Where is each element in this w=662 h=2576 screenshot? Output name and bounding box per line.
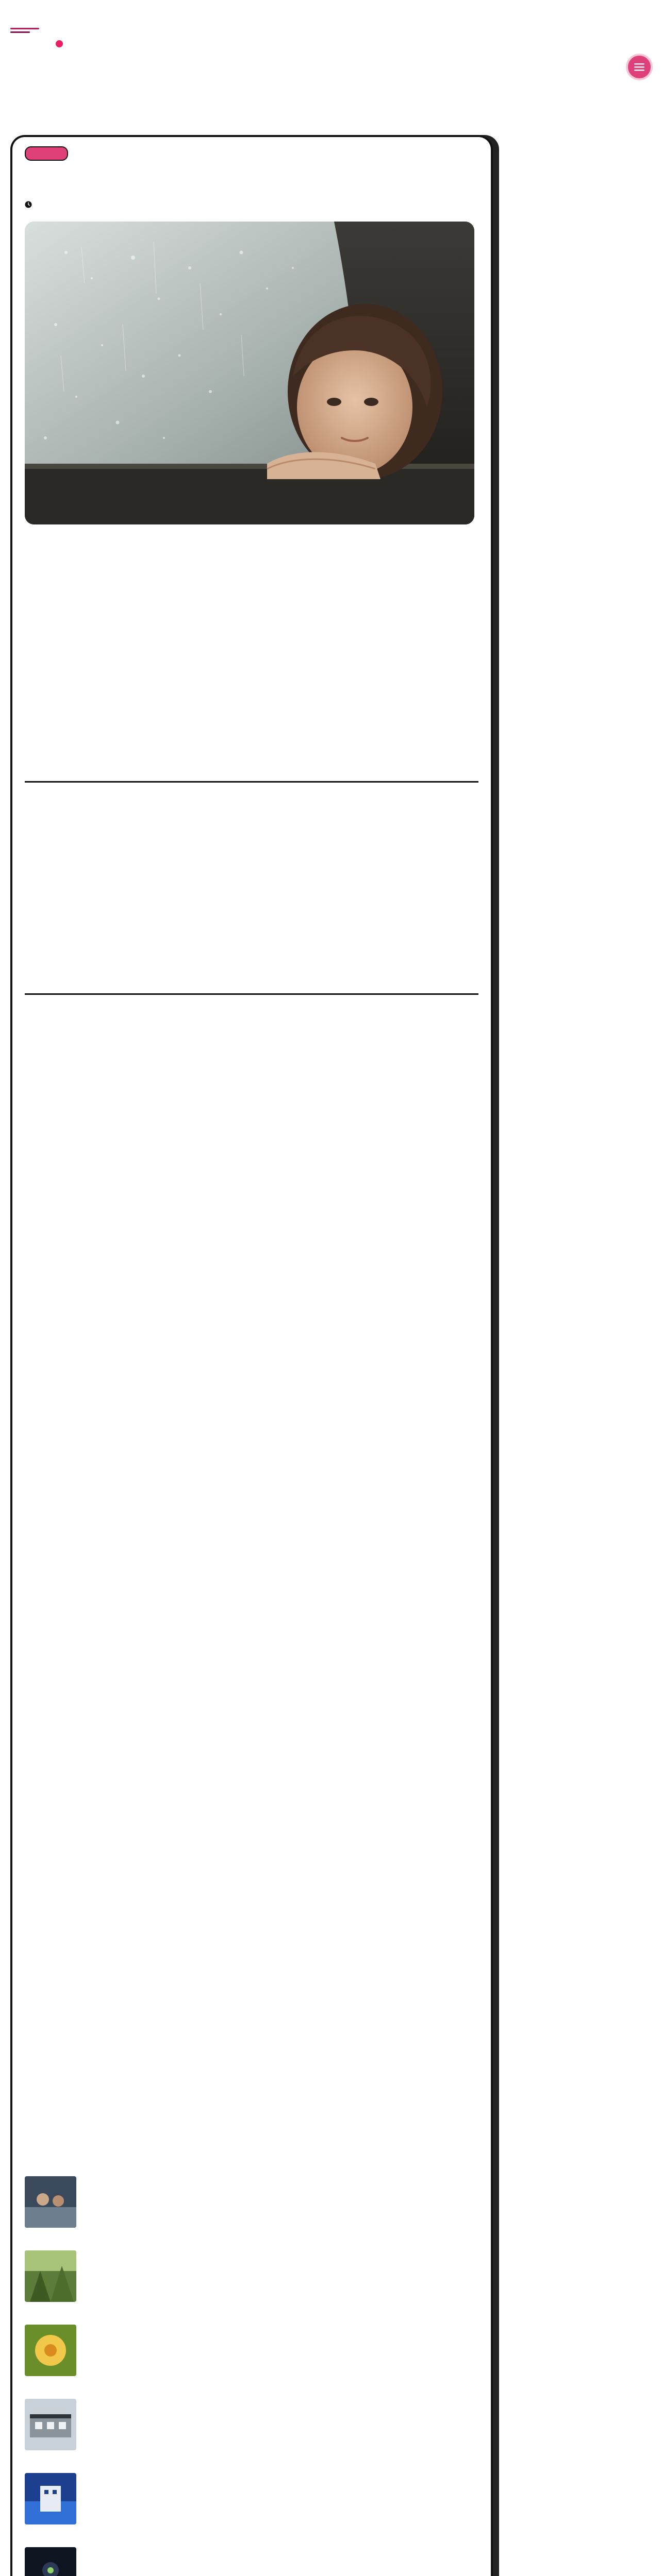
post-thumbnail bbox=[25, 2176, 76, 2228]
post-thumbnail bbox=[25, 2473, 76, 2524]
post-item[interactable] bbox=[12, 2243, 493, 2315]
site-header bbox=[0, 0, 662, 103]
hero-photo bbox=[25, 222, 474, 524]
logo-dot-icon bbox=[56, 40, 63, 47]
section-divider bbox=[25, 781, 478, 783]
clock-icon bbox=[25, 201, 32, 208]
logo-mark bbox=[10, 28, 39, 29]
category-badge[interactable] bbox=[25, 146, 68, 161]
logo-mark bbox=[10, 31, 30, 33]
post-item[interactable] bbox=[12, 2540, 493, 2576]
site-logo[interactable] bbox=[10, 25, 40, 35]
menu-button[interactable] bbox=[628, 56, 651, 78]
post-thumbnail bbox=[25, 2547, 76, 2576]
post-item[interactable] bbox=[12, 2169, 493, 2241]
post-thumbnail bbox=[25, 2250, 76, 2302]
post-thumbnail bbox=[25, 2399, 76, 2450]
hamburger-icon bbox=[634, 63, 644, 71]
post-item[interactable] bbox=[12, 2317, 493, 2389]
section-divider bbox=[25, 993, 478, 995]
hero-image bbox=[25, 222, 474, 524]
post-item[interactable] bbox=[12, 2466, 493, 2538]
post-thumbnail bbox=[25, 2325, 76, 2376]
article-card bbox=[10, 135, 493, 2576]
post-item[interactable] bbox=[12, 2392, 493, 2464]
